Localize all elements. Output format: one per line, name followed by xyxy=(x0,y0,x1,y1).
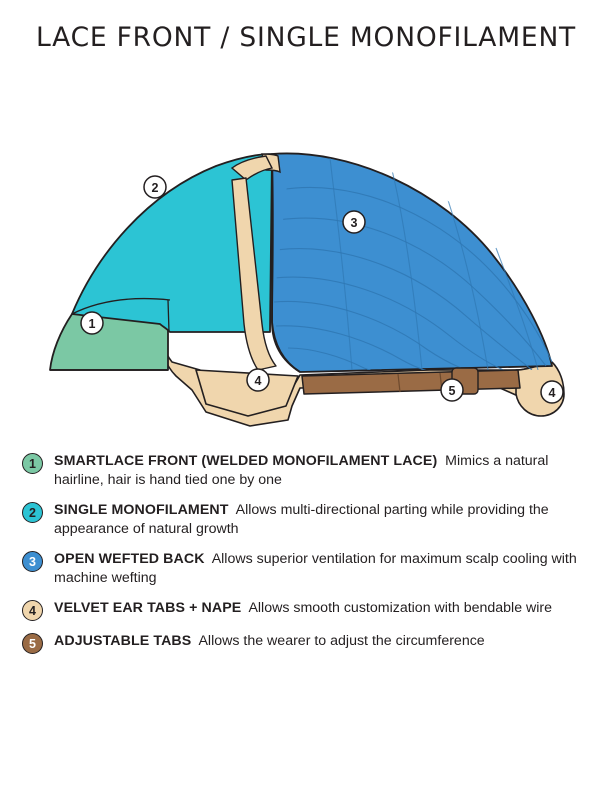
legend-item-3 xyxy=(22,550,600,588)
callout-3 xyxy=(343,211,365,233)
legend-desc-4: Allows smooth customization with bendable wire xyxy=(248,600,553,616)
wig-cap-diagram xyxy=(0,70,612,438)
legend-text-4 xyxy=(54,599,552,618)
callout-4 xyxy=(247,369,269,391)
callout-4b xyxy=(541,381,563,403)
callout-4b-label: 4 xyxy=(548,386,556,400)
legend-term-1: SMARTLACE FRONT (WELDED MONOFILAMENT LACE) xyxy=(54,453,438,469)
callout-1-label: 1 xyxy=(88,317,96,331)
legend-desc-3: Allows superior ventilation for maximum scalp cooling with machine wefting xyxy=(54,551,577,586)
page-title: LACE FRONT / SINGLE MONOFILAMENT xyxy=(35,22,577,53)
legend xyxy=(22,452,600,665)
legend-badge-3: 3 xyxy=(22,551,43,572)
callout-2 xyxy=(144,176,166,198)
callout-4-label: 4 xyxy=(254,374,262,388)
legend-desc-1: Mimics a natural hairline, hair is hand tied one by one xyxy=(54,453,549,488)
callout-3-label: 3 xyxy=(350,216,358,230)
legend-item-2 xyxy=(22,501,600,539)
legend-term-5: ADJUSTABLE TABS xyxy=(54,633,192,649)
callout-5-label: 5 xyxy=(448,384,456,398)
legend-item-4 xyxy=(22,599,600,621)
wig-cap-illustration xyxy=(0,70,612,438)
legend-badge-5: 5 xyxy=(22,633,43,654)
legend-badge-1: 1 xyxy=(22,453,43,474)
legend-term-3: OPEN WEFTED BACK xyxy=(54,551,205,567)
legend-text-5 xyxy=(54,632,485,651)
callout-1 xyxy=(81,312,103,334)
legend-badge-4: 4 xyxy=(22,600,43,621)
legend-text-3 xyxy=(54,550,600,588)
legend-term-2: SINGLE MONOFILAMENT xyxy=(54,502,229,518)
legend-text-2 xyxy=(54,501,600,539)
callout-2-label: 2 xyxy=(151,181,159,195)
legend-text-1 xyxy=(54,452,600,490)
legend-item-5 xyxy=(22,632,600,654)
page-title-container xyxy=(0,22,612,53)
legend-desc-2: Allows multi-directional parting while providing the appearance of natural growth xyxy=(54,502,549,537)
open-wefted-back-shape xyxy=(272,153,552,375)
legend-badge-2: 2 xyxy=(22,502,43,523)
callout-5 xyxy=(441,379,463,401)
legend-term-4: VELVET EAR TABS + NAPE xyxy=(54,600,242,616)
legend-item-1 xyxy=(22,452,600,490)
legend-desc-5: Allows the wearer to adjust the circumference xyxy=(198,633,485,649)
